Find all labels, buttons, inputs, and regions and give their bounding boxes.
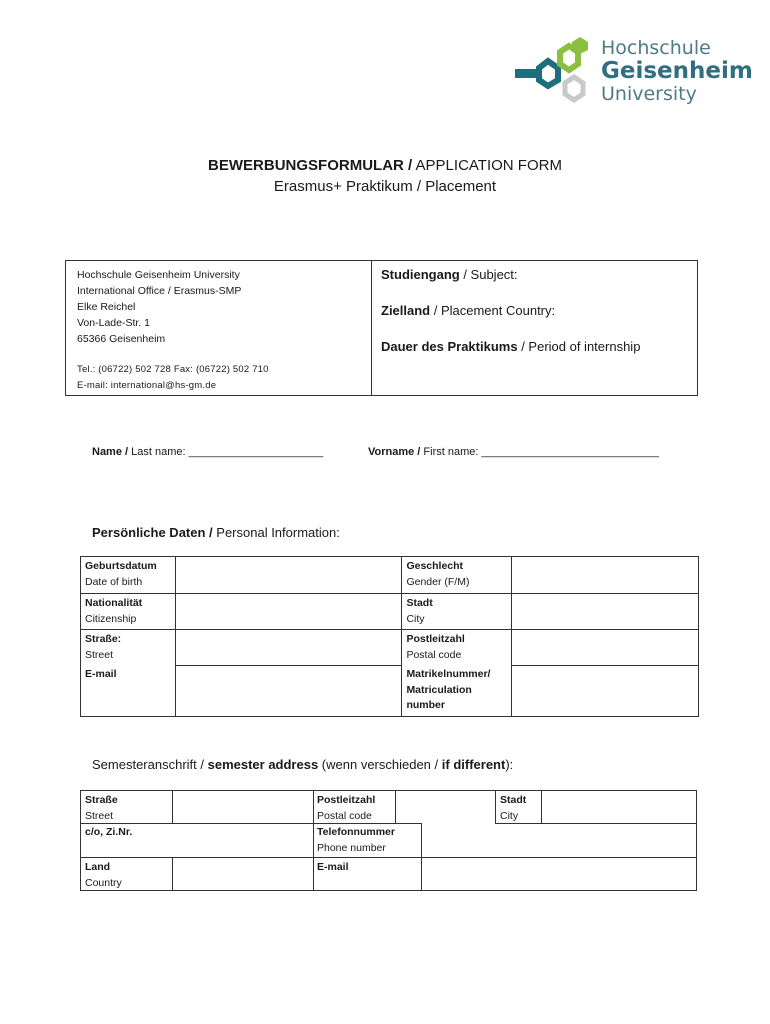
sem-street-input[interactable]	[173, 791, 313, 823]
sem-heading-part: ):	[505, 757, 514, 772]
label-de: Straße:	[85, 633, 122, 645]
sem-country-label	[85, 860, 122, 891]
label-cell	[81, 557, 176, 594]
matriculation-number-input[interactable]	[512, 665, 699, 716]
office-phone: Tel.: (06722) 502 728 Fax: (06722) 502 710	[77, 364, 269, 375]
label-en: Country	[85, 876, 122, 889]
email-input[interactable]	[175, 665, 401, 716]
logo-line-3: University	[601, 83, 697, 105]
sem-street-label	[85, 793, 118, 824]
internship-period-field[interactable]	[381, 339, 640, 354]
sem-heading-part: Semesteranschrift /	[92, 757, 208, 772]
subject-field[interactable]	[381, 267, 518, 282]
label-de: Matrikelnummer/	[406, 668, 491, 680]
label-de: Postleitzahl	[317, 794, 376, 806]
label-de: Straße	[85, 794, 118, 806]
address-line: 65366 Geisenheim	[77, 333, 166, 345]
semester-address-table	[80, 790, 697, 891]
city-input[interactable]	[512, 594, 699, 630]
label-cell	[402, 557, 512, 594]
table-row	[81, 630, 699, 666]
period-label-de: Dauer des Praktikums	[381, 339, 518, 354]
sem-city-input[interactable]	[542, 791, 696, 823]
first-name-field[interactable]	[368, 446, 659, 458]
label-en: City	[406, 612, 425, 625]
sem-heading-bold: if different	[441, 757, 506, 772]
address-line: Von-Lade-Str. 1	[77, 317, 150, 329]
form-title-normal: APPLICATION FORM	[412, 157, 562, 174]
label-de: c/o, Zi.Nr.	[85, 826, 133, 838]
label-de: Postleitzahl	[406, 633, 465, 645]
logo-line-1: Hochschule	[601, 37, 711, 59]
semester-address-heading	[92, 757, 513, 772]
subject-label-de: Studiengang	[381, 267, 460, 282]
label-de: Stadt	[406, 597, 433, 609]
university-logo	[512, 30, 752, 110]
label-en: Matriculation	[406, 683, 472, 696]
placement-country-field[interactable]	[381, 303, 555, 318]
label-en: Postal code	[406, 648, 462, 661]
address-line: Elke Reichel	[77, 301, 136, 313]
sem-email-input[interactable]	[422, 858, 696, 890]
label-cell	[402, 630, 512, 666]
first-name-label-de: Vorname /	[368, 446, 421, 458]
form-title-bold: BEWERBUNGSFORMULAR /	[208, 157, 413, 174]
label-en: Citizenship	[85, 612, 137, 625]
country-label-en: / Placement Country:	[430, 303, 556, 318]
box-divider	[371, 261, 372, 395]
sem-phone-input[interactable]	[422, 824, 696, 857]
country-label-de: Zielland	[381, 303, 431, 318]
label-cell	[81, 630, 176, 666]
address-line: International Office / Erasmus-SMP	[77, 285, 242, 297]
citizenship-input[interactable]	[175, 594, 401, 630]
sem-co-label	[85, 825, 132, 841]
label-de: Geburtsdatum	[85, 560, 157, 572]
address-line: Hochschule Geisenheim University	[77, 269, 240, 281]
sem-heading-bold: semester address	[207, 757, 319, 772]
street-input[interactable]	[175, 630, 401, 666]
label-de: Nationalität	[85, 597, 143, 609]
sem-phone-label	[317, 825, 395, 856]
last-name-label-de: Name /	[92, 446, 129, 458]
sem-email-label	[317, 860, 349, 876]
sem-city-label	[500, 793, 526, 824]
label-en: Street	[85, 648, 114, 661]
address-program-box	[65, 260, 698, 396]
logo-line-2: Geisenheim	[601, 58, 753, 84]
table-row	[81, 594, 699, 630]
last-name-field[interactable]	[92, 446, 323, 458]
label-en: Postal code	[317, 809, 372, 822]
last-name-label-en: Last name: ______________________	[128, 446, 324, 458]
form-subtitle: Erasmus+ Praktikum / Placement	[273, 178, 497, 195]
postal-code-input[interactable]	[512, 630, 699, 666]
label-de: Land	[85, 861, 111, 873]
label-en: Street	[85, 809, 114, 822]
period-label-en: / Period of internship	[517, 339, 641, 354]
label-de: Stadt	[500, 794, 527, 806]
personal-heading-de: Persönliche Daten /	[92, 525, 213, 540]
label-cell	[402, 665, 512, 716]
sem-postal-label	[317, 793, 375, 824]
label-en: Gender (F/M)	[406, 575, 470, 588]
label-cell	[402, 594, 512, 630]
form-title	[0, 157, 770, 174]
sem-co-input[interactable]	[173, 824, 313, 857]
label-en: City	[500, 809, 519, 822]
sem-country-input[interactable]	[173, 858, 313, 890]
col-divider	[495, 791, 496, 823]
label-de: Geschlecht	[406, 560, 464, 572]
label-de: Telefonnummer	[317, 826, 395, 838]
personal-heading-en: Personal Information:	[212, 525, 340, 540]
personal-info-heading	[92, 525, 340, 540]
office-email: E-mail: international@hs-gm.de	[77, 379, 217, 391]
sem-heading-part: (wenn verschieden /	[318, 757, 442, 772]
subject-label-en: / Subject:	[459, 267, 518, 282]
date-of-birth-input[interactable]	[175, 557, 401, 594]
label-de: E-mail	[317, 861, 349, 873]
personal-info-table	[80, 556, 699, 717]
col-divider	[313, 791, 314, 890]
label-en: Date of birth	[85, 575, 143, 588]
office-contact	[77, 362, 269, 393]
sem-postal-code-input[interactable]	[396, 791, 495, 823]
gender-input[interactable]	[512, 557, 699, 594]
label-de: E-mail	[85, 668, 117, 680]
label-cell	[81, 594, 176, 630]
table-row	[81, 665, 699, 716]
hexagon-logo-icon	[512, 30, 602, 108]
label-en: number	[406, 699, 445, 711]
label-cell	[81, 665, 176, 716]
label-en: Phone number	[317, 841, 386, 854]
office-address	[77, 267, 241, 347]
table-row	[81, 557, 699, 594]
first-name-label-en: First name: _____________________________	[420, 446, 659, 458]
